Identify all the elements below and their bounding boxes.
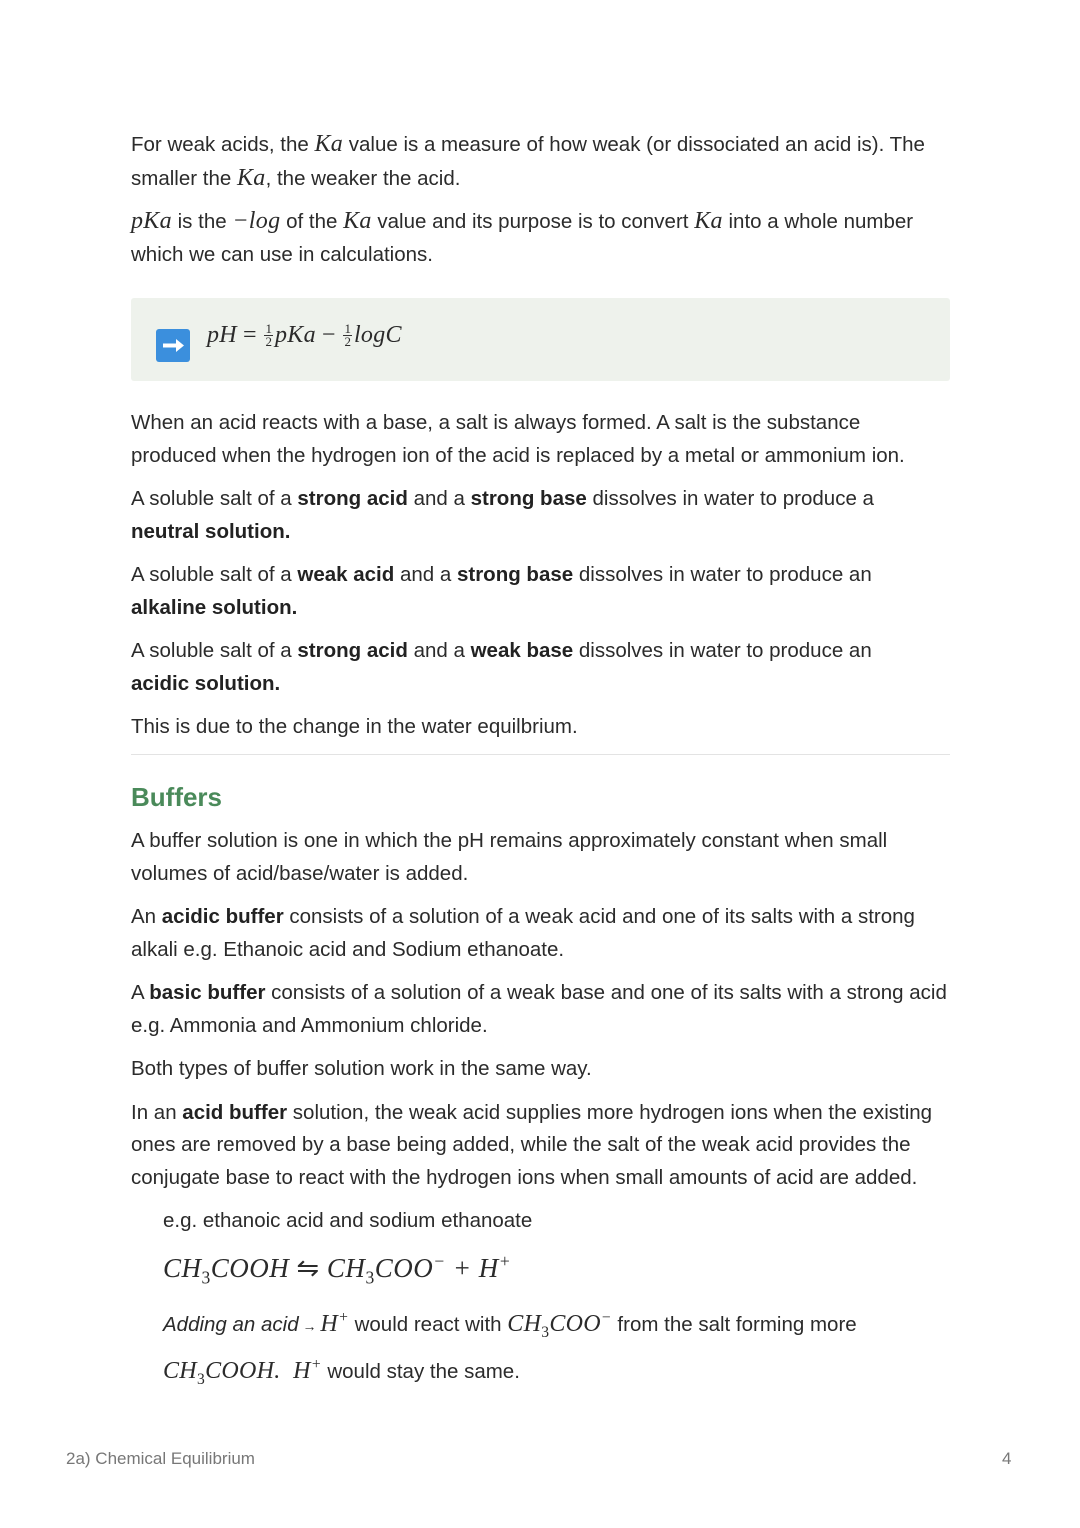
pka-symbol: pKa: [131, 208, 172, 234]
strong-acid-weak-base: A soluble salt of a strong acid and a weak base dissolves in water to produce an acidic solution.: [131, 639, 872, 695]
ka-symbol: Ka: [343, 208, 372, 234]
equilibrium-equation: $CH_3COOH$ ⇋ $CH_3COO^- + H^+$: [163, 1250, 512, 1287]
buffer-definition: A buffer solution is one in which the pH remains approximately constant when small volumes of acid/base/water is added.: [131, 829, 888, 885]
ka-paragraph: For weak acids, the Ka value is a measure of how weak (or dissociated an acid is). The smaller the Ka, the weaker the acid.: [131, 131, 925, 191]
example-block: [131, 1205, 951, 1396]
right-arrow-icon: [156, 329, 190, 362]
section-divider: [131, 754, 950, 755]
salts-section: [131, 407, 951, 744]
formula-box: [131, 298, 950, 381]
fraction-half: $\frac{1}{2}$: [265, 320, 272, 349]
page-number: 4: [1002, 1449, 1012, 1468]
neg-log-symbol: −log: [232, 208, 281, 234]
acidic-buffer-paragraph: An acidic buffer consists of a solution of a weak acid and one of its salts with a strong alkali e.g. Ethanoic acid and Sodium ethanoate.: [131, 905, 915, 961]
pka-paragraph: pKa is the −log of the Ka value and its purpose is to convert Ka into a whole number which we can use in calculations.: [131, 208, 914, 266]
buffers-heading: Buffers: [131, 782, 223, 812]
intro-section: [131, 128, 951, 271]
ka-symbol: Ka: [236, 164, 266, 191]
footer-chapter: 2a) Chemical Equilibrium: [66, 1449, 255, 1468]
salt-definition: When an acid reacts with a base, a salt is always formed. A salt is the substance produced when the hydrogen ion of the acid is replaced by a metal or ammonium ion.: [131, 411, 905, 467]
water-equilibrium-note: This is due to the change in the water equilbrium.: [131, 715, 578, 738]
basic-buffer-paragraph: A basic buffer consists of a solution of a weak base and one of its salts with a strong acid e.g. Ammonia and Ammonium chloride.: [131, 981, 947, 1037]
acid-buffer-paragraph: In an acid buffer solution, the weak acid supplies more hydrogen ions when the existing ones are removed by a base being added, while the salt of the weak acid provides the conjugate base to react with the hydrogen ions when small amounts of acid are added.: [131, 1100, 933, 1189]
strong-acid-strong-base: A soluble salt of a strong acid and a strong base dissolves in water to produce a neutral solution.: [131, 487, 874, 543]
same-way-paragraph: Both types of buffer solution work in the same way.: [131, 1057, 592, 1080]
ka-symbol: Ka: [694, 208, 723, 234]
adding-acid-explanation: Adding an acid → H+ would react with $CH_3COO^-$ from the salt forming more $CH_3COOH$. H+ would stay the same.: [163, 1308, 857, 1388]
ka-symbol: Ka: [314, 131, 344, 157]
fraction-half: $\frac{1}{2}$: [344, 320, 351, 349]
ph-formula: pH = $\frac{1}{2}$ pKa − $\frac{1}{2}$ logC: [207, 320, 402, 349]
weak-acid-strong-base: A soluble salt of a weak acid and a strong base dissolves in water to produce an alkaline solution.: [131, 563, 872, 619]
example-label: e.g. ethanoic acid and sodium ethanoate: [163, 1209, 533, 1232]
buffers-section: [131, 782, 951, 1396]
